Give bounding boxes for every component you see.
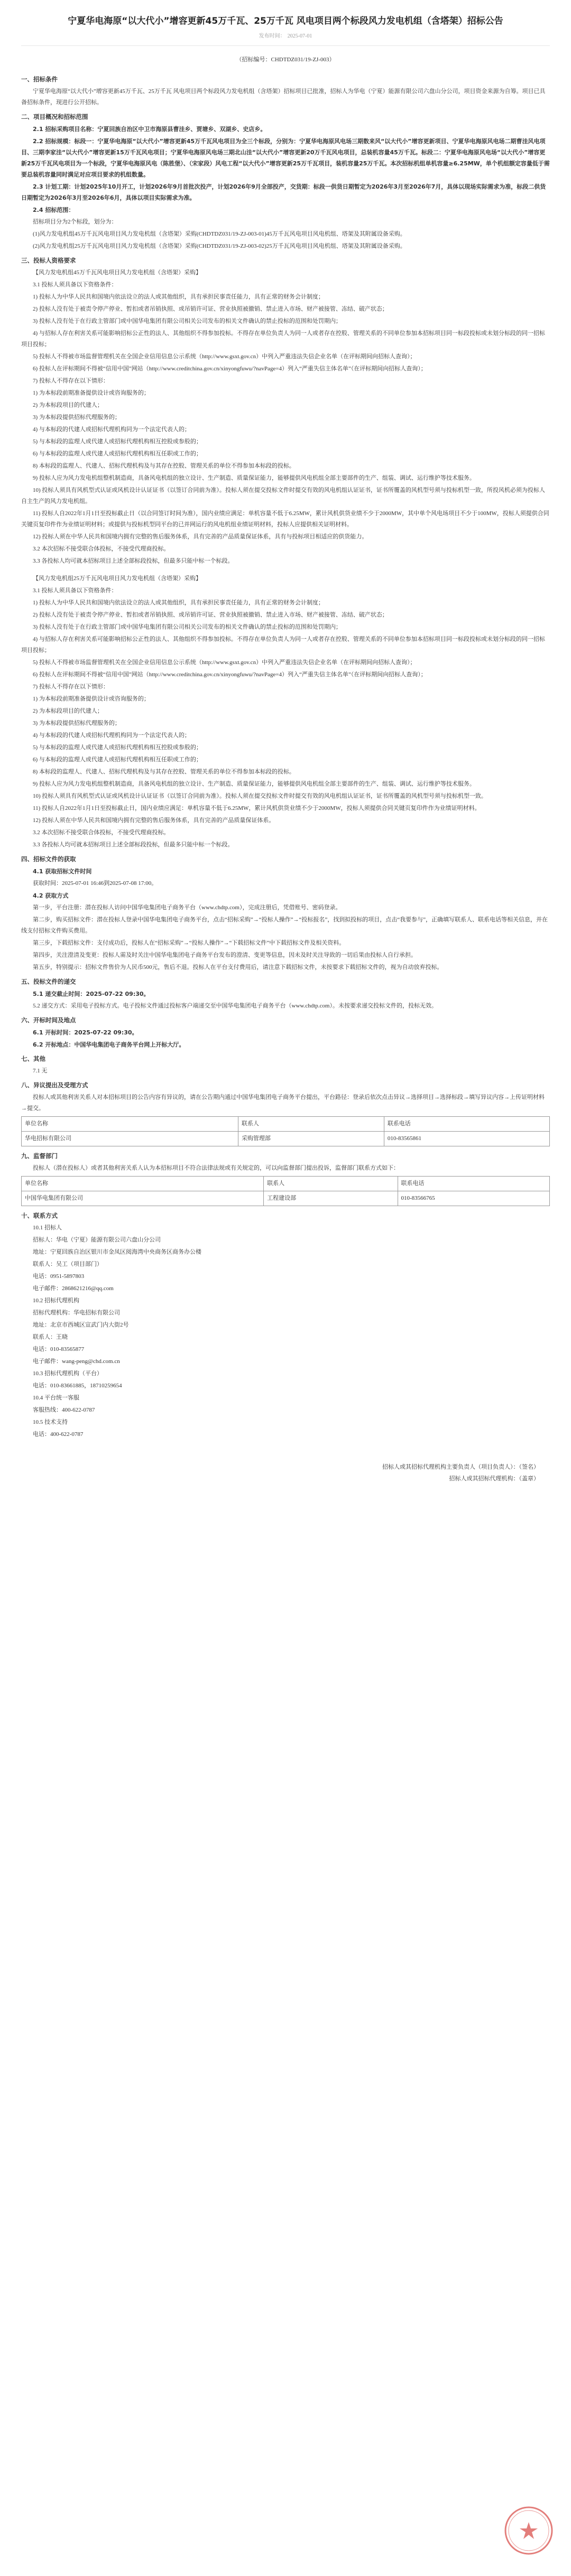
lot2-item: 11) 投标人自2022年1月1日至投标截止日，国内业绩应满足：单机容量不低于6.25MW，累计风机供货业绩不少于2000MW，投标人须提供合同关键页复印件作为业绩证明材料。 [33, 805, 481, 811]
table-cell: 联系电话 [398, 1177, 550, 1191]
section-10-title: 十、联系方式 [21, 1212, 58, 1219]
contact-line: 电话：400-622-0787 [33, 1431, 84, 1438]
section-2-4-lot2: (2)风力发电机组25万千瓦风电项目风力发电机组（含塔架）采购(CHDTDZ031/19-ZJ-003-02)25万千瓦风电项目风电机组、塔架及其附属设备采购。 [33, 243, 406, 249]
lot2-item: 3) 为本标段提供招标代理服务的； [33, 720, 121, 726]
lot1-item: 2) 为本标段项目的代建人； [33, 402, 103, 408]
page-title: 宁夏华电海原“以大代小”增容更新45万千瓦、25万千瓦 风电项目两个标段风力发电机组（含塔架）招标公告 [68, 16, 503, 26]
lot2-item: 5) 与本标段的监理人或代建人或招标代理机构相互控股或参股的； [33, 744, 202, 751]
signature-block [21, 1461, 550, 1485]
table-cell: 工程建设部 [264, 1191, 398, 1206]
lot1-item: 6) 与本标段的监理人或代建人或招标代理机构相互任职或工作的； [33, 451, 202, 457]
lot1-item: 5) 与本标段的监理人或代建人或招标代理机构相互控股或参股的； [33, 438, 202, 445]
lot2-item: 4) 与招标人存在利害关系可能影响招标公正性的法人、其他组织不得参加投标。不得存在单位负责人为同一人或者存在控股、管理关系的不同单位参加本招标项目同一标段投标或未划分标段的同一招标项目投标； [21, 636, 545, 654]
section-4-title: 四、招标文件的获取 [21, 855, 76, 863]
lot1-item: 4) 与招标人存在利害关系可能影响招标公正性的法人、其他组织不得参加投标。不得存在单位负责人为同一人或者存在控股、管理关系的不同单位参加本招标项目同一标段投标或未划分标段的同一招标项目投标； [21, 330, 545, 348]
lot2-item: 2) 为本标段项目的代建人； [33, 708, 103, 714]
section-2-4-lot1: (1)风力发电机组45万千瓦风电项目风力发电机组（含塔架）采购(CHDTDZ031/19-ZJ-003-01)45万千瓦风电项目风电机组、塔架及其附属设备采购。 [33, 231, 406, 237]
lot1-item: 4) 与本标段的代建人或招标代理机构同为一个法定代表人的； [33, 426, 190, 433]
section-2-3: 2.3 计划工期：计划2025年10月开工，计划2026年9月首批次投产，计划2026年9月全部投产，交货期：标段一供货日期暂定为2026年3月至2026年7月，具体以现场实际需求为准，标段二供货日期暂定为2026年3月至2026年6月，具体以项目实际需求为准。 [21, 183, 546, 201]
acquisition-step: 第一步，平台注册：潜在投标人访问中国华电集团电子商务平台（www.chdtp.com），完成注册后，凭借账号、密码登录。 [33, 904, 342, 911]
lot1-item: 12) 投标人须在中华人民共和国境内拥有完整的售后服务体系，具有完善的产品质量保证体系，具有与投标项目相适应的供货能力。 [33, 534, 368, 540]
lot2-item: 8) 本标段的监理人、代建人、招标代理机构及与其存在控股、管理关系的单位不得参加本标段的投标。 [33, 769, 295, 775]
lot1-item: 10) 投标人须具有风机型式认证或风机设计认证证书（以签订合同前为准）。投标人须在提交投标文件时提交有效的风电机组认证证书，证书所覆盖的风机型号须与投标机型一致，所投风机必须为投标人自主生产的风力发电机组。 [21, 487, 545, 505]
table-cell: 单位名称 [22, 1117, 238, 1132]
contact-line: 10.2 招标代理机构 [33, 1298, 79, 1304]
project-number: （招标编号：CHDTDZ031/19-ZJ-003） [236, 57, 335, 63]
table-cell: 联系人 [264, 1177, 398, 1191]
section-2-title: 二、项目概况和招标范围 [21, 113, 88, 120]
publish-label: 发布时间： [259, 33, 286, 39]
section-6-2: 6.2 开标地点：中国华电集团电子商务平台网上开标大厅。 [33, 1041, 185, 1048]
lot2-item: 4) 与本标段的代建人或招标代理机构同为一个法定代表人的； [33, 732, 190, 739]
contact-line: 10.5 技术支持 [33, 1419, 68, 1425]
announcement-page [21, 0, 550, 1485]
section-7-title: 七、其他 [21, 1055, 45, 1062]
lot2-item: 7) 投标人不得存在以下情形： [33, 684, 109, 690]
section-5-2: 5.2 递交方式：采用电子投标方式。电子投标文件通过投标客户端递交至中国华电集团电子商务平台（www.chdtp.com）。未按要求递交投标文件的，投标无效。 [33, 1003, 437, 1009]
section-2-1: 2.1 招标采购项目名称：宁夏回族自治区中卫市海原县曹洼乡、贾塘乡、双湖乡、史店乡。 [33, 126, 266, 133]
contact-line: 招标代理机构：华电招标有限公司 [33, 1310, 120, 1316]
table-cell: 联系人 [238, 1117, 384, 1132]
table-row [22, 1132, 550, 1146]
document-body [21, 54, 550, 1485]
lot1-item: 6) 投标人在评标期间不得被“信用中国”网站（http://www.creditchina.gov.cn/xinyongfuwu/?navPage=4）列入“严重失信主体名单”（在评标期间向招标人查询）； [33, 366, 427, 372]
table-cell: 010-83566765 [398, 1191, 550, 1206]
acquisition-step: 第五步，特别提示：招标文件售价为人民币500元，售后不退。投标人在平台支付费用后，请注意下载招标文件，未按要求下载招标文件的，视为自动放弃投标。 [33, 964, 443, 970]
lot1-item: 1) 投标人为中华人民共和国境内依法设立的法人或其他组织，具有承担民事责任能力，具有正常的财务会计制度； [33, 294, 324, 300]
signature-line-1: 招标人或其招标代理机构主要负责人（项目负责人）：（签名） [382, 1464, 539, 1470]
contact-line: 10.4 平台统一客服 [33, 1395, 79, 1401]
section-9-text: 投标人（潜在投标人）或者其他利害关系人认为本招标项目不符合法律法规或有关规定的，可以向监督部门提出投诉，监督部门联系方式如下： [33, 1165, 399, 1171]
section-6-1: 6.1 开标时间：2025-07-22 09:30。 [33, 1029, 138, 1036]
lot1-item: 1) 为本标段前期准备提供设计或咨询服务的； [33, 390, 150, 396]
lot1-item: 3) 为本标段提供招标代理服务的； [33, 414, 121, 421]
contact-block [21, 1222, 550, 1440]
lot2-item: 2) 投标人没有处于被责令停产停业、暂扣或者吊销执照、或吊销许可证、营业执照被撤销、禁止进入市场、财产被接管、冻结、破产状态； [33, 612, 388, 618]
contact-line: 地址：北京市西城区宣武门内大街2号 [33, 1322, 129, 1328]
lot1-item: 7) 投标人不得存在以下情形： [33, 378, 109, 384]
section-7-1: 7.1 无 [33, 1068, 48, 1074]
lot2-item: 3.2 本次招标不接受联合体投标，不接受代理商投标。 [33, 829, 170, 836]
section-6-title: 六、开标时间及地点 [21, 1016, 76, 1024]
table-row [22, 1177, 550, 1191]
contact-line: 客服热线：400-622-0787 [33, 1407, 95, 1413]
official-seal-icon [502, 2504, 555, 2557]
section-4-1-text: 获取时间：2025-07-01 16:46到2025-07-08 17:00。 [33, 880, 158, 886]
lot2-item: 6) 投标人在评标期间不得被“信用中国”网站（http://www.creditchina.gov.cn/xinyongfuwu/?navPage=4）列入“严重失信主体名单”（在评标期间向招标人查询）； [33, 671, 427, 678]
contact-line: 联系人：王晓 [33, 1334, 68, 1340]
lot2-item: 3.1 投标人须具备以下资格条件： [33, 587, 117, 594]
table-cell: 010-83565861 [384, 1132, 549, 1146]
table-row [22, 1117, 550, 1132]
table-cell: 单位名称 [22, 1177, 264, 1191]
lot1-item: 3) 投标人没有处于在行政主管部门或中国华电集团有限公司相关公司发布的相关文件确认的禁止投标的范围和处罚期内； [33, 318, 342, 324]
table-cell: 联系电话 [384, 1117, 549, 1132]
acquisition-step: 第三步，下载招标文件：支付成功后，投标人在“招标采购”→“投标人操作”→“下载招标文件”中下载招标文件及相关资料。 [33, 940, 345, 946]
publish-date: 2025-07-01 [287, 33, 312, 39]
acquisition-step: 第二步，购买招标文件：潜在投标人登录中国华电集团电子商务平台，点击“招标采购”→“投标人操作”→“投标报名”，找到拟投标的项目，点击“我要参与”，正确填写联系人、联系电话等相关信息，并在线支付招标文件购买费用。 [21, 917, 548, 934]
objection-contact-table [21, 1116, 550, 1146]
section-4-1-title: 4.1 获取招标文件时间 [33, 868, 92, 875]
contact-line: 电子邮件：2868621216@qq.com [33, 1285, 114, 1292]
contact-line: 电子邮件：wang-peng@chd.com.cn [33, 1358, 120, 1365]
lot1-item: 3.1 投标人须具备以下资格条件： [33, 282, 117, 288]
lot2-item: 10) 投标人须具有风机型式认证或风机设计认证证书（以签订合同前为准）。投标人须在提交投标文件时提交有效的风电机组认证证书，证书所覆盖的风机型号须与投标机型一致。 [33, 793, 487, 799]
section-8-text: 投标人或其他利害关系人对本招标项目的公告内容有异议的，请在公告期内通过中国华电集团电子商务平台提出，平台路径：登录后依次点击异议→选择项目→选择标段→填写异议内容→上传证明材料→提交。 [21, 1094, 545, 1112]
section-9-title: 九、监督部门 [21, 1152, 58, 1160]
section-1-text: 宁夏华电海原“以大代小”增容更新45万千瓦、25万千瓦 风电项目两个标段风力发电机组（含塔架）招标项目已批准，招标人为华电（宁夏）能源有限公司六盘山分公司，项目资金来源为自筹。项目已具备招标条件，现进行公开招标。 [21, 88, 546, 106]
lot1-item: 3.2 本次招标不接受联合体投标，不接受代理商投标。 [33, 546, 170, 552]
contact-line: 电话：010-83661885，18710259654 [33, 1383, 122, 1389]
section-4-2-title: 4.2 获取方式 [33, 892, 69, 899]
lot1-requirements [21, 279, 550, 567]
lot1-item: 2) 投标人没有处于被责令停产停业、暂扣或者吊销执照、或吊销许可证、营业执照被撤销、禁止进入市场、财产被接管、冻结、破产状态； [33, 306, 388, 312]
lot2-item: 12) 投标人须在中华人民共和国境内拥有完整的售后服务体系，具有完善的产品质量保证体系。 [33, 817, 275, 824]
section-2-4-intro: 招标项目分为2个标段，划分为： [33, 219, 117, 225]
section-8-title: 八、异议提出及受理方式 [21, 1081, 88, 1089]
contact-line: 招标人：华电（宁夏）能源有限公司六盘山分公司 [33, 1237, 161, 1243]
lot2-item: 3) 投标人没有处于在行政主管部门或中国华电集团有限公司相关公司发布的相关文件确认的禁止投标的范围和处罚期内； [33, 624, 342, 630]
title-divider [21, 45, 550, 46]
section-5-title: 五、投标文件的递交 [21, 978, 76, 985]
contact-line: 地址：宁夏回族自治区银川市金凤区阅海湾中央商务区商务办公楼 [33, 1249, 201, 1255]
contact-line: 联系人：吴工（项目部门） [33, 1261, 103, 1267]
lot2-item: 1) 投标人为中华人民共和国境内依法设立的法人或其他组织，具有承担民事责任能力，具有正常的财务会计制度； [33, 600, 324, 606]
section-3-title: 三、投标人资格要求 [21, 257, 76, 264]
contact-line: 电话：010-83565877 [33, 1346, 85, 1352]
lot1-item: 3.3 各投标人均可就本招标项目上述全部标段投标，但最多只能中标一个标段。 [33, 558, 234, 564]
acquisition-step: 第四步，关注澄清及变更：投标人需及时关注中国华电集团电子商务平台发布的澄清、变更等信息，因未及时关注导致的一切后果由投标人自行承担。 [33, 952, 417, 958]
lot2-title: 【风力发电机组25万千瓦风电项目风力发电机组（含塔架）采购】 [33, 575, 201, 582]
lot2-item: 9) 投标人应为风力发电机组整机制造商，具备风电机组的独立设计、生产制造、质量保证能力，能够提供风电机组全部主要部件的生产、组装、调试、运行维护等技术服务。 [33, 781, 475, 787]
table-cell: 华电招标有限公司 [22, 1132, 238, 1146]
lot2-item: 5) 投标人不得被市场监督管理机关在全国企业信用信息公示系统（http://www.gsxt.gov.cn）中列入严重违法失信企业名单（在评标期间向招标人查询）； [33, 659, 416, 666]
section-2-4: 2.4 招标范围： [33, 207, 75, 213]
lot1-item: 8) 本标段的监理人、代建人、招标代理机构及与其存在控股、管理关系的单位不得参加本标段的投标。 [33, 463, 295, 469]
lot2-item: 6) 与本标段的监理人或代建人或招标代理机构相互任职或工作的； [33, 757, 202, 763]
section-5-1: 5.1 递交截止时间：2025-07-22 09:30。 [33, 991, 150, 997]
table-cell: 中国华电集团有限公司 [22, 1191, 264, 1206]
section-2-2: 2.2 招标规模：标段一：宁夏华电海原“以大代小”增容更新45万千瓦风电项目为全三个标段，分别为：宁夏华电海原风电场三期数来风“以大代小”增容更新项目、宁夏华电海原风电场二期曹洼风电项目、三期李家洼“以大代小”增容更新15万千瓦风电项目；宁夏华电海原风电场三期北山洼“以大代小”增容更新20万千瓦风电项目，总装机容量45万千瓦。标段二：宁夏华电海原风电场“以大代小”增容更新25万千瓦风电项目为一个标段，宁夏华电海原风电（陈胜堡）、（宋家段）风电工程“以大代小”增容更新25万千瓦项目，装机容量25万千瓦。本次招标机组单机容量≥6.25MW，单个机组额定容量低于需要总装机容量同时满足对应项目要求的机组数量。 [21, 138, 550, 178]
lot2-item: 1) 为本标段前期准备提供设计或咨询服务的； [33, 696, 150, 702]
section-1-title: 一、招标条件 [21, 76, 58, 83]
contact-line: 10.3 招标代理机构（平台） [33, 1370, 103, 1377]
lot2-requirements [21, 585, 550, 851]
table-row [22, 1191, 550, 1206]
publish-time [21, 31, 550, 39]
lot1-title: 【风力发电机组45万千瓦风电项目风力发电机组（含塔架）采购】 [33, 269, 201, 276]
table-cell: 采购管理部 [238, 1132, 384, 1146]
signature-line-2: 招标人或其招标代理机构：（盖章） [449, 1476, 539, 1482]
lot1-item: 5) 投标人不得被市场监督管理机关在全国企业信用信息公示系统（http://www.gsxt.gov.cn）中列入严重违法失信企业名单（在评标期间向招标人查询）； [33, 353, 416, 360]
lot1-item: 11) 投标人自2022年1月1日至投标截止日（以合同签订时间为准），国内业绩应满足：单机容量不低于6.25MW，累计风机供货业绩不少于2000MW，其中单个风电场项目不少于100MW，投标人须提供合同关键页复印件作为业绩证明材料；或提供与投标机型同平台的已并网运行的风电机组业绩证明材料，投标人应提供相关证明材料。 [21, 510, 549, 528]
contact-line: 电话：0951-5897803 [33, 1273, 85, 1280]
lot2-item: 3.3 各投标人均可就本招标项目上述全部标段投标，但最多只能中标一个标段。 [33, 842, 234, 848]
supervision-contact-table [21, 1176, 550, 1206]
contact-line: 10.1 招标人 [33, 1225, 62, 1231]
lot1-item: 9) 投标人应为风力发电机组整机制造商，具备风电机组的独立设计、生产制造、质量保证能力，能够提供风电机组全部主要部件的生产、组装、调试、运行维护等技术服务。 [33, 475, 475, 481]
